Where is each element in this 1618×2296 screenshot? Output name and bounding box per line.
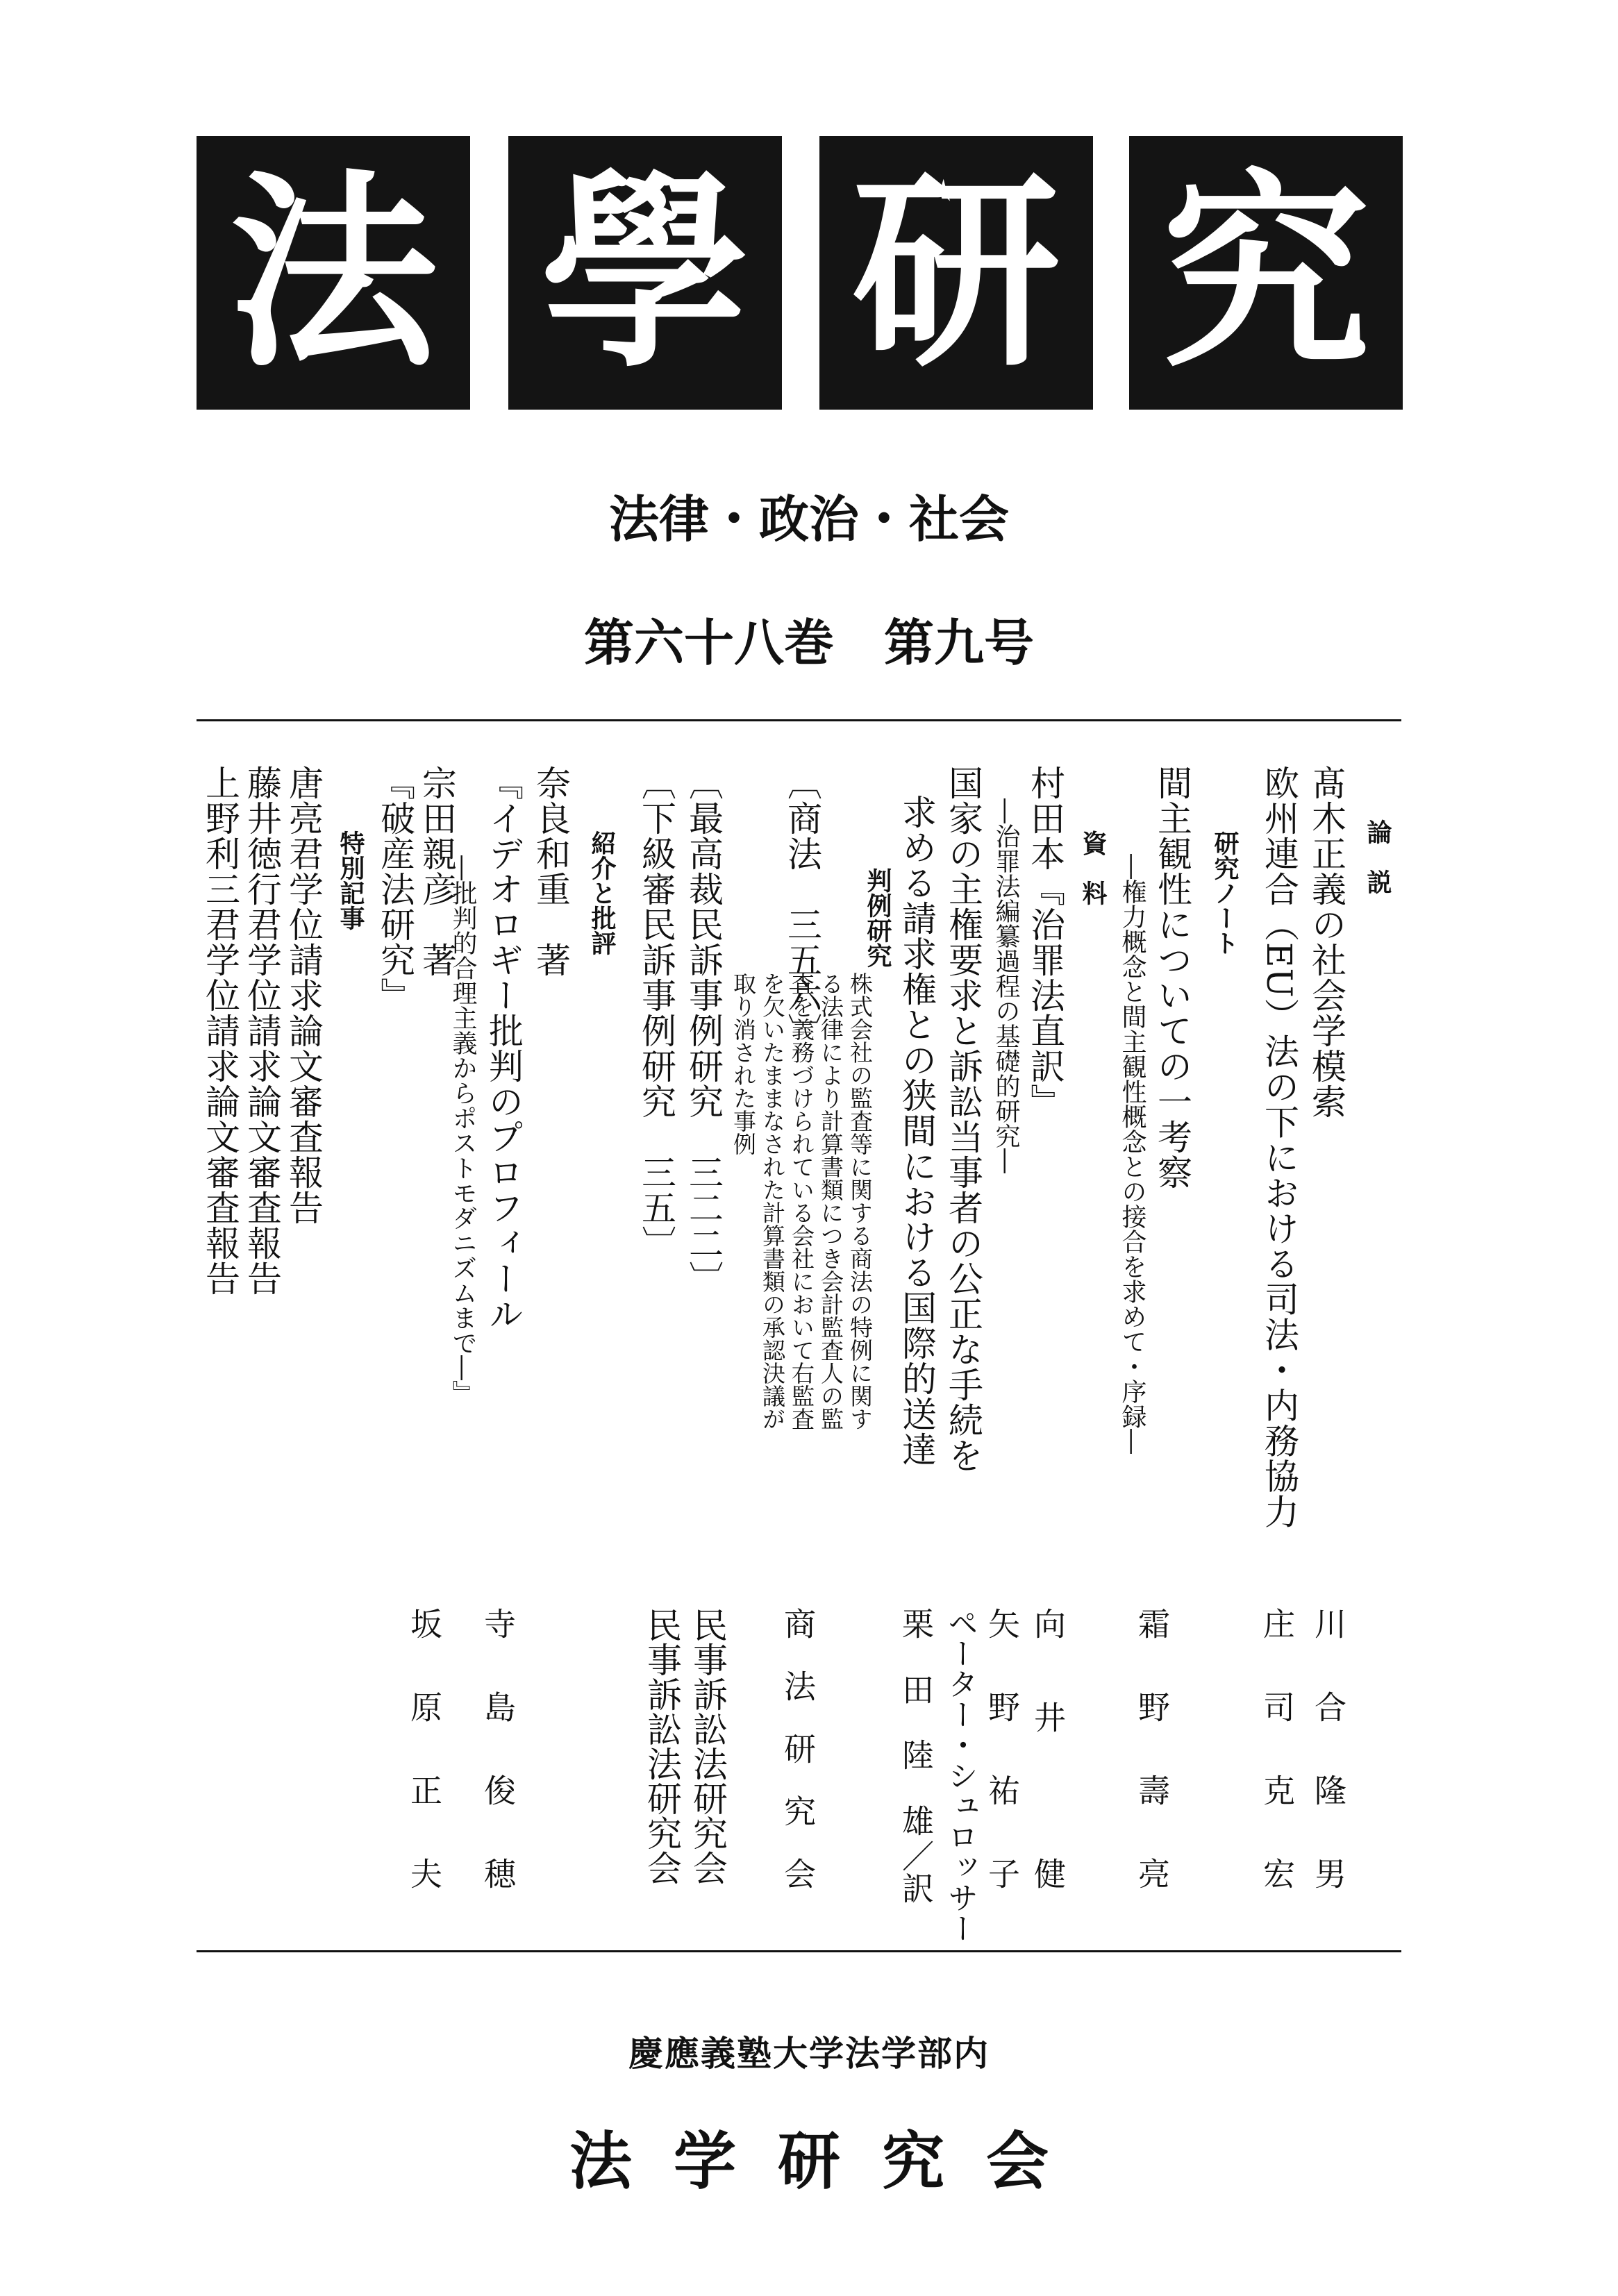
top-divider — [197, 719, 1401, 721]
masthead-char-1: 法 — [197, 136, 470, 410]
section-heading-tokubetsu: 特別記事 — [336, 830, 365, 930]
toc-entry-4-subtitle: ―治罪法編纂過程の基礎的研究― — [992, 798, 1020, 1173]
toc-entry-16: 上野利三君学位請求論文審査報告 — [200, 765, 240, 1296]
toc-entry-7-line-1: 株式会社の監査等に関する商法の特例に関す — [846, 972, 874, 1430]
toc-entry-7-line-4: を欠いたままなされた計算書類の承認決議が — [759, 972, 786, 1430]
toc-entry-4: 村田本『治罪法直訳』 — [1025, 765, 1065, 1119]
author-6: ペーター・シュロッサー — [942, 1607, 978, 1943]
author-2: 庄 司 克 宏 — [1258, 1607, 1296, 1889]
journal-subtitle: 法律・政治・社会 — [608, 490, 1009, 548]
author-1: 川 合 隆 男 — [1310, 1607, 1347, 1889]
toc-entry-3-subtitle: ―権力概念と間主観性概念との接合を求めて・序録― — [1118, 854, 1146, 1454]
toc-entry-1: 髙木正義の社会学模索 — [1306, 765, 1346, 1119]
toc-entry-7: 〔商法 三五六〕 — [782, 765, 822, 1048]
author-10: 民事訴訟法研究会 — [642, 1607, 682, 1885]
masthead-char-2: 學 — [508, 136, 782, 410]
volume-issue: 第六十八巻 第九号 — [583, 614, 1034, 672]
toc-entry-12: 宗田親彦 著 — [417, 765, 457, 978]
masthead-char-3: 研 — [819, 136, 1093, 410]
masthead-char-4: 究 — [1129, 136, 1403, 410]
toc-entry-14: 唐亮君学位請求論文審査報告 — [283, 765, 324, 1225]
author-5: 矢 野 祐 子 — [983, 1607, 1021, 1889]
publisher-affiliation: 慶應義塾大学法学部内 — [628, 2034, 990, 2074]
author-9: 民事訴訟法研究会 — [687, 1607, 728, 1885]
section-heading-hanrei: 判例研究 — [863, 868, 892, 968]
toc-entry-7-line-5: 取り消された事例 — [730, 972, 757, 1155]
author-7-translator-mark: ／訳 — [897, 1840, 935, 1904]
toc-entry-10: 奈良和重 著 — [531, 765, 571, 978]
toc-entry-7-line-2: る法律により計算書類につき会計監査人の監 — [817, 972, 844, 1430]
author-4: 向 井 健 — [1029, 1607, 1067, 1889]
author-8: 商 法 研 究 会 — [779, 1607, 817, 1889]
toc-entry-11: 『イデオロギー批判のプロフィール — [483, 765, 524, 1332]
toc-entry-15: 藤井徳行君学位請求論文審査報告 — [242, 765, 282, 1296]
toc-entry-13: 『破産法研究』 — [375, 765, 415, 1013]
author-7: 栗 田 陸 雄 — [897, 1607, 935, 1836]
section-heading-kenkyu-note: 研究ノート — [1210, 830, 1239, 955]
section-heading-ronsetsu: 論 説 — [1363, 819, 1392, 894]
toc-entry-2: 欧州連合（EU）法の下における司法・内務協力 — [1259, 765, 1299, 1530]
toc-entry-11-subtitle: ―批判的合理主義からポストモダニズムまで―』 — [449, 855, 477, 1405]
section-heading-shiryo: 資 料 — [1078, 830, 1107, 905]
toc-entry-5: 国家の主権要求と訴訟当事者の公正な手続を — [943, 765, 983, 1473]
author-11: 寺 島 俊 穂 — [479, 1607, 517, 1889]
toc-entry-7-line-3: 査を義務づけられている会社において右監査 — [788, 972, 815, 1430]
author-3: 霜 野 壽 亮 — [1133, 1607, 1171, 1889]
toc-entry-6: 求める請求権との狭間における国際的送達 — [896, 794, 937, 1467]
author-12: 坂 原 正 夫 — [406, 1607, 443, 1889]
toc-entry-3: 間主観性についての一考察 — [1152, 765, 1192, 1190]
section-heading-shokai: 紹介と批評 — [587, 830, 616, 955]
toc-entry-9: 〔下級審民訴事例研究 三五〕 — [636, 765, 676, 1261]
toc-entry-8: 〔最高裁民訴事例研究 三二二〕 — [683, 765, 724, 1296]
publisher-name: 法学研究会 — [569, 2125, 1090, 2198]
bottom-divider — [197, 1950, 1401, 1952]
